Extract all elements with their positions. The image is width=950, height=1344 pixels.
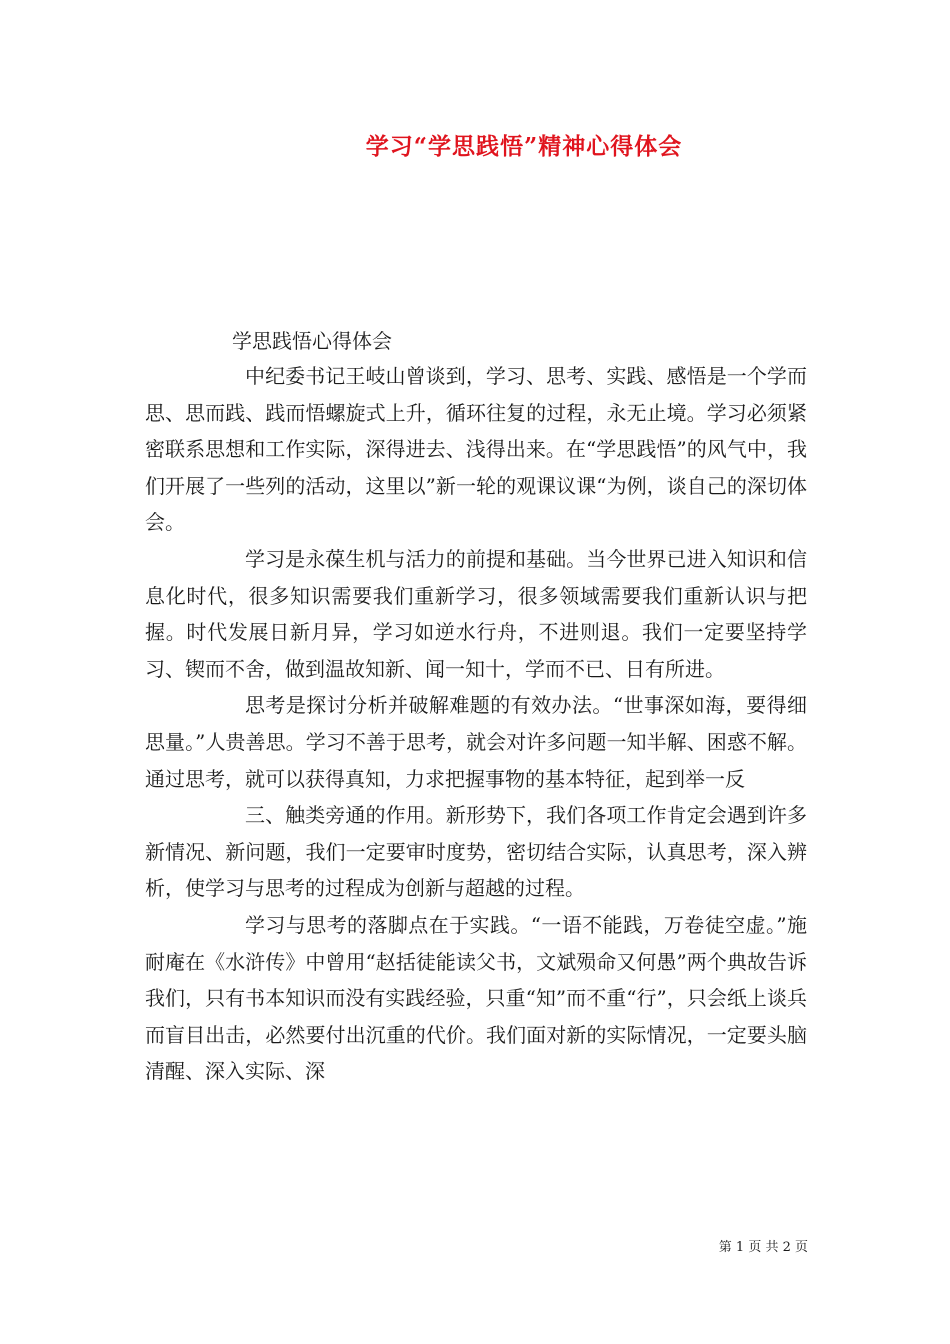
paragraph-4: 三、触类旁通的作用。新形势下，我们各项工作肯定会遇到许多新情况、新问题，我们一定要审时度势，密切结合实际，认真思考，深入辨析，使学习与思考的过程成为创新与超越的过程。 — [145, 803, 807, 901]
document-subtitle: 学思践悟心得体会 — [232, 329, 392, 353]
document-body — [145, 358, 807, 1090]
paragraph-5: 学习与思考的落脚点在于实践。“一语不能践，万卷徒空虚。”施耐庵在《水浒传》中曾用“赵括徒能读父书，文斌殒命又何愚”两个典故告诉我们，只有书本知识而没有实践经验，只重“知”而不重“行”，只会纸上谈兵而盲目出击，必然要付出沉重的代价。我们面对新的实际情况，一定要头脑清醒、深入实际、深 — [145, 912, 807, 1084]
paragraph-3: 思考是探讨分析并破解难题的有效办法。“世事深如海，要得细思量。”人贵善思。学习不善于思考，就会对许多问题一知半解、困惑不解。通过思考，就可以获得真知，力求把握事物的基本特征，起到举一反 — [145, 693, 807, 791]
page-title: 学习“学思践悟”精神心得体会 — [365, 133, 683, 160]
paragraph-1: 中纪委书记王岐山曾谈到，学习、思考、实践、感悟是一个学而思、思而践、践而悟螺旋式上升，循环往复的过程，永无止境。学习必须紧密联系思想和工作实际，深得进去、浅得出来。在“学思践悟”的风气中，我们开展了一些列的活动，这里以”新一轮的观课议课“为例，谈自己的深切体会。 — [145, 364, 807, 535]
page-footer: 第 1 页 共 2 页 — [718, 1240, 808, 1255]
paragraph-2: 学习是永葆生机与活力的前提和基础。当今世界已进入知识和信息化时代，很多知识需要我们重新学习，很多领域需要我们重新认识与把握。时代发展日新月异，学习如逆水行舟，不进则退。我们一定要坚持学习、锲而不舍，做到温故知新、闻一知十，学而不已、日有所进。 — [145, 546, 807, 681]
